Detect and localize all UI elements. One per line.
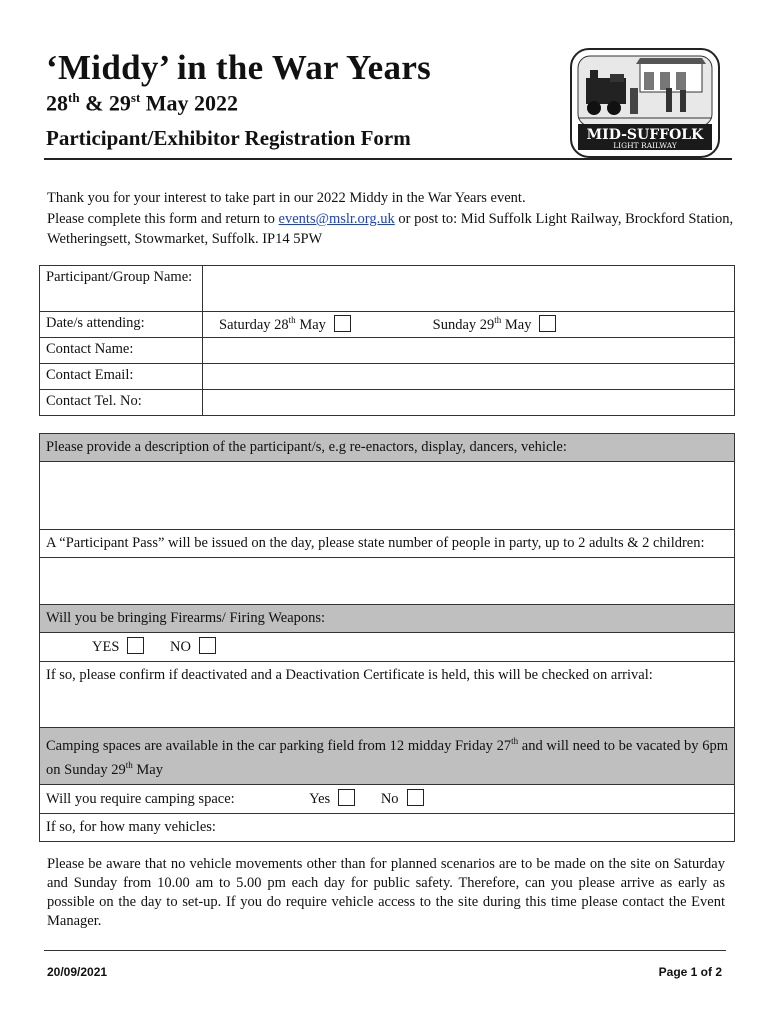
dates-mid: & 29	[79, 90, 131, 116]
sunday-checkbox[interactable]	[539, 315, 556, 332]
sunday-prefix: Sunday 29	[432, 317, 495, 333]
contact-tel-label: Contact Tel. No:	[40, 390, 203, 416]
pass-count-field[interactable]	[40, 558, 735, 605]
intro-line-2-suffix: or post to: Mid Suffolk Light Railway, Brockford Station, Wetheringsett, Stowmarket, Suffolk. IP14 5PW	[47, 211, 734, 247]
camping-yes-checkbox[interactable]	[338, 789, 355, 806]
form-subtitle: Participant/Exhibitor Registration Form	[46, 126, 411, 150]
description-field[interactable]	[40, 462, 735, 530]
saturday-suffix: May	[295, 317, 326, 333]
camping-sup-2: th	[125, 759, 133, 770]
intro-line-2-prefix: Please complete this form and return to	[47, 211, 279, 227]
dates-prefix: 28	[46, 90, 68, 116]
camping-no-label: No	[380, 790, 399, 807]
contact-name-label: Contact Name:	[40, 338, 203, 364]
contact-name-field[interactable]	[203, 338, 735, 364]
logo-text-main: MID-SUFFOLK	[586, 127, 704, 143]
participant-name-field[interactable]	[203, 266, 735, 312]
vehicle-notice: Please be aware that no vehicle movements other than for planned scenarios are to be made on the site on Saturday and Sunday from 10.00 am to 5.00 pm each day for public safety. Therefore, can you please arrive as early as possible on the day to set-up. If you do require vehicle access to the site during this time please contact the Event Manager.	[47, 856, 725, 929]
dates-sup-1: th	[68, 90, 80, 105]
saturday-label	[219, 317, 326, 333]
camping-sup-1: th	[511, 736, 519, 746]
footer-page-number: Page 1 of 2	[658, 965, 722, 979]
footer-date: 20/09/2021	[47, 965, 108, 979]
pass-prompt: A “Participant Pass” will be issued on the day, please state number of people in party, up to 2 adults & 2 children:	[40, 530, 735, 558]
mid-suffolk-railway-logo	[570, 48, 720, 158]
firearms-no-label: NO	[170, 639, 191, 655]
camping-suffix: May	[132, 761, 163, 778]
camping-question-row	[40, 784, 735, 813]
contact-tel-field[interactable]	[203, 390, 735, 416]
camping-yes-label: Yes	[309, 790, 331, 807]
contact-email-label: Contact Email:	[40, 364, 203, 390]
saturday-prefix: Saturday 28	[219, 317, 289, 333]
intro-line-2	[47, 209, 737, 249]
camping-question: Will you require camping space:	[46, 790, 235, 807]
vehicles-prompt[interactable]: If so, for how many vehicles:	[40, 813, 735, 841]
email-link[interactable]: events@mslr.org.uk	[278, 211, 395, 227]
saturday-checkbox[interactable]	[334, 315, 351, 332]
logo-text-sub: LIGHT RAILWAY	[613, 141, 677, 150]
camping-prefix: Camping spaces are available in the car parking field from 12 midday Friday 27	[46, 737, 512, 754]
contact-email-field[interactable]	[203, 364, 735, 390]
firearms-yes-label: YES	[92, 639, 120, 655]
header-divider	[44, 158, 732, 160]
sunday-suffix: May	[501, 317, 532, 333]
page-title: ‘Middy’ in the War Years	[46, 48, 432, 87]
dates-attending-label: Date/s attending:	[40, 312, 203, 338]
footer-divider	[44, 950, 726, 951]
camping-no-checkbox[interactable]	[407, 789, 424, 806]
sunday-label	[433, 317, 532, 333]
camping-info	[40, 728, 735, 785]
event-dates	[46, 90, 238, 116]
firearms-yes-checkbox[interactable]	[127, 637, 144, 654]
intro-line-1: Thank you for your interest to take part in our 2022 Middy in the War Years event.	[47, 190, 526, 206]
participant-info-table	[39, 433, 735, 842]
firearms-no-checkbox[interactable]	[199, 637, 216, 654]
dates-attending-field	[203, 312, 735, 338]
participant-details-table	[39, 265, 735, 416]
saturday-sup: th	[288, 315, 296, 326]
participant-name-label: Participant/Group Name:	[40, 266, 203, 312]
sunday-sup: th	[494, 315, 502, 326]
firearms-options	[40, 633, 735, 662]
deactivated-prompt[interactable]: If so, please confirm if deactivated and a Deactivation Certificate is held, this will be checked on arrival:	[40, 662, 735, 728]
dates-sup-2: st	[130, 90, 141, 105]
dates-suffix: May 2022	[140, 90, 239, 116]
camping-mid: and will need to be vacated by 6pm on Sunday 29	[46, 737, 728, 778]
firearms-prompt: Will you be bringing Firearms/ Firing Weapons:	[40, 605, 735, 633]
description-prompt: Please provide a description of the participant/s, e.g re-enactors, display, dancers, vehicle:	[40, 434, 735, 462]
